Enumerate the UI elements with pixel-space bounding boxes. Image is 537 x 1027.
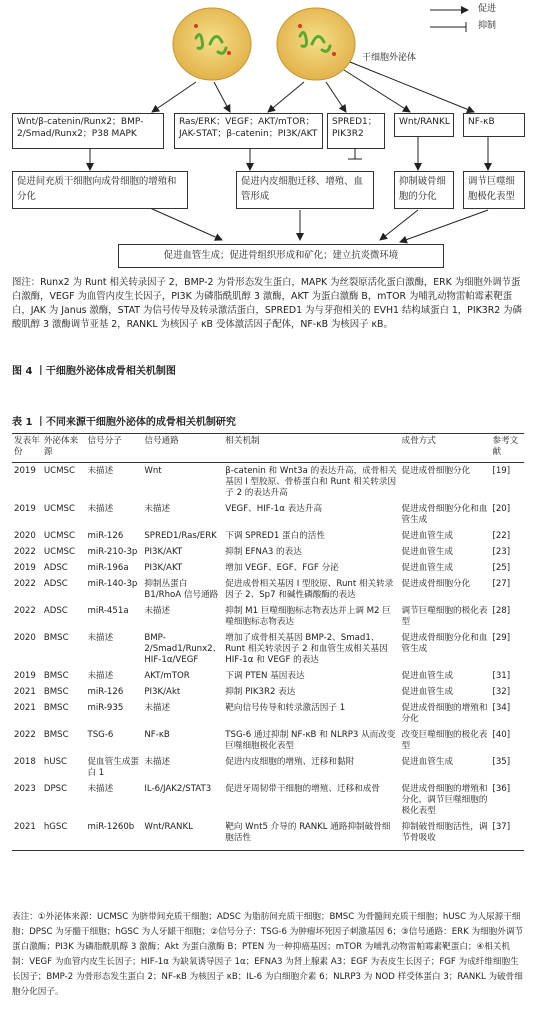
table-row (12, 603, 524, 630)
cell-source: hGSC (42, 819, 86, 851)
cell-source: hUSC (43, 757, 68, 767)
cell-pathway: 未描述 (144, 504, 171, 514)
effect-box-vessel: 促进内皮细胞迁移、增殖、血管形成 (236, 171, 374, 209)
cell-mode: 促进成骨细胞分化和血管生成 (401, 633, 488, 654)
cell-mechanism: β-catenin 和 Wnt3a 的表达升高，成骨相关基因 I 型胶原、骨桥蛋白和 Runt 相关转录因子 2 的表达升高 (225, 466, 397, 498)
header-pathway: 信号通路 (142, 434, 223, 463)
pathway-box-wnt-rankl: Wnt/RANKL (394, 113, 454, 137)
cell-pathway: NF-κB (144, 730, 170, 740)
cell-mechanism: 下调 SPRED1 蛋白的活性 (225, 531, 325, 541)
cell-source: BMSC (43, 687, 69, 697)
table-row (12, 544, 524, 560)
cell-mode: 促进血管生成 (401, 531, 454, 541)
cell-molecule: 未描述 (87, 466, 114, 476)
header-molecule: 信号分子 (85, 434, 142, 463)
cell-mechanism: 靶向信号传导和转录激活因子 1 (225, 703, 346, 713)
figure-title: 图 4 丨干细胞外泌体成骨相关机制图 (12, 366, 176, 377)
cell-pathway: SPRED1/Ras/ERK (144, 531, 217, 541)
table-row (12, 727, 524, 754)
header-source: 外泌体来源 (42, 434, 86, 463)
cell-molecule: TSG-6 (87, 730, 114, 740)
effect-box-osteoblast: 促进间充质干细胞向成骨细胞的增殖和分化 (12, 171, 188, 209)
cell-molecule: miR-140-3p (87, 579, 138, 589)
cell-molecule: 未描述 (87, 784, 114, 794)
table-row (12, 700, 524, 727)
cell-pathway: 抑制丛蛋白 B1/RhoA 信号通路 (144, 579, 219, 600)
header-ref: 参考文献 (490, 434, 524, 463)
cell-molecule: 未描述 (87, 633, 114, 643)
cell-source: BMSC (43, 671, 69, 681)
cell-year: 2019 (14, 504, 36, 514)
cell-ref: [34] (492, 703, 511, 713)
cell-ref: [36] (492, 784, 511, 794)
cell-source: ADSC (43, 579, 68, 589)
cell-year: 2018 (14, 757, 36, 767)
cell-mechanism: TSG-6 通过抑制 NF-κB 和 NLRP3 从而改变巨噬细胞极化表型 (225, 730, 396, 751)
cell-pathway: Wnt (144, 466, 162, 476)
cell-mechanism: 抑制 PIK3R2 表达 (225, 687, 296, 697)
cell-molecule: miR-1260b (85, 819, 142, 851)
cell-mechanism: 增加 VEGF、EGF、FGF 分泌 (225, 563, 339, 573)
cell-mechanism: 下调 PTEN 基因表达 (225, 671, 305, 681)
cell-pathway: Wnt/RANKL (142, 819, 223, 851)
cell-year: 2022 (14, 730, 36, 740)
legend-promote-label: 促进 (478, 4, 497, 14)
cell-molecule: 促血管生成蛋白 1 (87, 757, 140, 778)
cell-ref: [35] (492, 757, 511, 767)
cell-mechanism: 促进成骨相关基因 I 型胶原、Runt 相关转录因子 2、Sp7 和碱性磷酸酶的表达 (225, 579, 394, 600)
table-title: 表 1 丨不同来源干细胞外泌体的成骨相关机制研究 (12, 417, 236, 428)
effect-box-osteoclast: 抑制破骨细胞的分化 (394, 171, 454, 209)
table-row (12, 560, 524, 576)
cell-source: BMSC (43, 703, 69, 713)
cell-mechanism: 促进牙周韧带干细胞的增殖、迁移和成骨 (225, 784, 380, 794)
cell-source: UCMSC (43, 547, 75, 557)
cell-source: UCMSC (43, 504, 75, 514)
cell-pathway: 未描述 (144, 606, 171, 616)
cell-mode: 促进成骨细胞的增殖和分化，调节巨噬细胞的极化表型 (401, 784, 488, 816)
table-row (12, 754, 524, 781)
cell-pathway: PI3K/Akt (144, 687, 181, 697)
exosome-cell-icon (173, 8, 251, 80)
cell-mode: 促进成骨细胞分化和血管生成 (401, 504, 488, 525)
effect-box-macrophage: 调节巨噬细胞极化表型 (463, 171, 525, 209)
table-row (12, 684, 524, 700)
cell-ref: [37] (490, 819, 524, 851)
table-row (12, 528, 524, 544)
header-year: 发表年份 (12, 434, 42, 463)
cell-molecule: miR-126 (87, 687, 124, 697)
cell-year: 2019 (14, 563, 36, 573)
table-header-row (12, 434, 524, 463)
cell-molecule: miR-210-3p (87, 547, 138, 557)
cell-ref: [22] (492, 531, 511, 541)
cell-ref: [31] (492, 671, 511, 681)
cell-year: 2022 (14, 606, 36, 616)
table-row (12, 819, 524, 851)
cell-source: UCMSC (43, 466, 75, 476)
cell-year: 2021 (14, 703, 36, 713)
cell-ref: [32] (492, 687, 511, 697)
table-note: 表注：①外泌体来源：UCMSC 为脐带间充质干细胞；ADSC 为脂肪间充质干细胞；BMSC 为骨髓间充质干细胞；hUSC 为人尿源干细胞；DPSC 为牙髓干细胞；hGSC 为人牙龈干细胞；②信号分子：TSG-6 为肿瘤坏死因子刺激基因 6；③信号通路：ERK 为细胞外调节蛋白激酶；PI3K 为磷脂酰肌醇 3 激酶；Akt 为蛋白激酶 B；PTEN 为一种抑癌基因；mTOR 为哺乳动物雷帕霉素靶蛋白；④相关机制：VEGF 为血管内皮生长因子；HIF-1α 为缺氧诱导因子 1α；EFNA3 为肾上腺素 A3；EGF 为表皮生长因子；FGF 为成纤维细胞生长因子；BMP-2 为骨形态发生蛋白 2；NF-κB 为核因子 κB；IL-6 为白细胞介素 6；NLRP3 为 NOD 样受体蛋白 3；RANKL 为破骨细胞分化因子。 (12, 912, 524, 997)
cell-molecule: miR-126 (87, 531, 124, 541)
cell-molecule: 未描述 (87, 504, 114, 514)
cell-year: 2021 (12, 819, 42, 851)
cell-ref: [27] (492, 579, 511, 589)
cell-source: ADSC (43, 563, 68, 573)
cell-mode: 促进成骨细胞分化 (401, 579, 471, 589)
cell-pathway: 未描述 (144, 757, 171, 767)
exosome-cell-icon (277, 8, 355, 80)
cell-molecule: miR-935 (87, 703, 124, 713)
cell-year: 2020 (14, 531, 36, 541)
cell-source: UCMSC (43, 531, 75, 541)
cell-mode: 促进成骨细胞分化 (401, 466, 471, 476)
table-row (12, 463, 524, 502)
cell-mode: 促进成骨细胞的增殖和分化 (401, 703, 488, 724)
cell-molecule: miR-196a (87, 563, 129, 573)
cell-ref: [28] (492, 606, 511, 616)
cell-mode: 促进血管生成 (401, 757, 454, 767)
cell-year: 2022 (14, 547, 36, 557)
cell-mode: 调节巨噬细胞的极化表型 (401, 606, 488, 627)
cell-mechanism: 增加了成骨相关基因 BMP-2、Smad1、Runt 相关转录因子 2 和血管生成相关基因 HIF-1α 和 VEGF 的表达 (225, 633, 388, 665)
cell-year: 2022 (14, 579, 36, 589)
cell-molecule: 未描述 (87, 671, 114, 681)
cell-ref: [19] (492, 466, 511, 476)
pathway-box-angiogenic: Ras/ERK；VEGF；AKT/mTOR；JAK-STAT；β-catenin；PI3K/AKT (174, 113, 323, 149)
cell-mechanism: 靶向 Wnt5 介导的 RANKL 通路抑制破骨细胞活性 (223, 819, 399, 851)
final-outcome-box: 促进血管生成；促进骨组织形成和矿化；建立抗炎微环境 (118, 244, 444, 268)
table-row (12, 630, 524, 668)
cell-year: 2019 (14, 466, 36, 476)
table-row (12, 781, 524, 819)
figure-note: 图注：Runx2 为 Runt 相关转录因子 2，BMP-2 为骨形态发生蛋白，MAPK 为丝裂原活化蛋白激酶，ERK 为细胞外调节蛋白激酶，VEGF 为血管内皮生长因子，PI3K 为磷脂酰肌醇 3 激酶，AKT 为蛋白激酶 B，mTOR 为哺乳动物雷帕霉素靶蛋白，JAK 为 Janus 激酶，STAT 为信号传导及转录激活蛋白，SPRED1 为与芽孢相关的 EVH1 结构域蛋白 1，PIK3R2 为磷酸肌醇 3 激酶调节亚基 2，RANKL 为核因子 κB 受体激活因子配体，NF-κB 为核因子 κB。 (12, 277, 522, 330)
table-row (12, 576, 524, 603)
cell-mode: 促进血管生成 (401, 671, 454, 681)
cell-pathway: 未描述 (144, 703, 171, 713)
cell-year: 2021 (14, 687, 36, 697)
legend-inhibit-label: 抑制 (478, 21, 497, 31)
cell-source: ADSC (43, 606, 68, 616)
cell-source: DPSC (43, 784, 68, 794)
cell-pathway: AKT/mTOR (144, 671, 190, 681)
cell-mode: 改变巨噬细胞的极化表型 (401, 730, 488, 751)
cell-mode: 促进血管生成 (401, 547, 454, 557)
table-body (12, 463, 524, 851)
header-mode: 成骨方式 (399, 434, 490, 463)
cell-pathway: BMP-2/Smad1/Runx2、HIF-1α/VEGF (144, 633, 222, 665)
cell-mode: 抑制破骨细胞活性，调节骨吸收 (399, 819, 490, 851)
cell-ref: [29] (492, 633, 511, 643)
cell-molecule: miR-451a (87, 606, 129, 616)
cell-year: 2019 (14, 671, 36, 681)
exosome-label: 干细胞外泌体 (362, 53, 417, 63)
cell-year: 2020 (14, 633, 36, 643)
pathway-box-nfkb: NF-κB (463, 113, 525, 137)
table-row (12, 668, 524, 684)
cell-pathway: PI3K/AKT (144, 547, 183, 557)
cell-mechanism: 抑制 M1 巨噬细胞标志物表达并上调 M2 巨噬细胞标志物表达 (225, 606, 391, 627)
cell-mode: 促进血管生成 (401, 687, 454, 697)
cell-pathway: IL-6/JAK2/STAT3 (144, 784, 212, 794)
cell-ref: [25] (492, 563, 511, 573)
cell-source: BMSC (43, 633, 69, 643)
cell-ref: [20] (492, 504, 511, 514)
cell-year: 2023 (14, 784, 36, 794)
cell-source: BMSC (43, 730, 69, 740)
cell-mechanism: 促进内皮细胞的增殖、迁移和黏附 (225, 757, 355, 767)
cell-mode: 促进血管生成 (401, 563, 454, 573)
cell-pathway: PI3K/AKT (144, 563, 183, 573)
header-mechanism: 相关机制 (223, 434, 399, 463)
pathway-box-spred1: SPRED1；PIK3R2 (327, 113, 385, 149)
table-row (12, 501, 524, 528)
cell-mechanism: VEGF、HIF-1α 表达升高 (225, 504, 323, 514)
cell-ref: [40] (492, 730, 511, 740)
cell-mechanism: 抑制 EFNA3 的表达 (225, 547, 302, 557)
cell-ref: [23] (492, 547, 511, 557)
pathway-box-osteogenic: Wnt/β-catenin/Runx2；BMP-2/Smad/Runx2；P38 MAPK (12, 113, 164, 149)
study-table (12, 433, 524, 851)
